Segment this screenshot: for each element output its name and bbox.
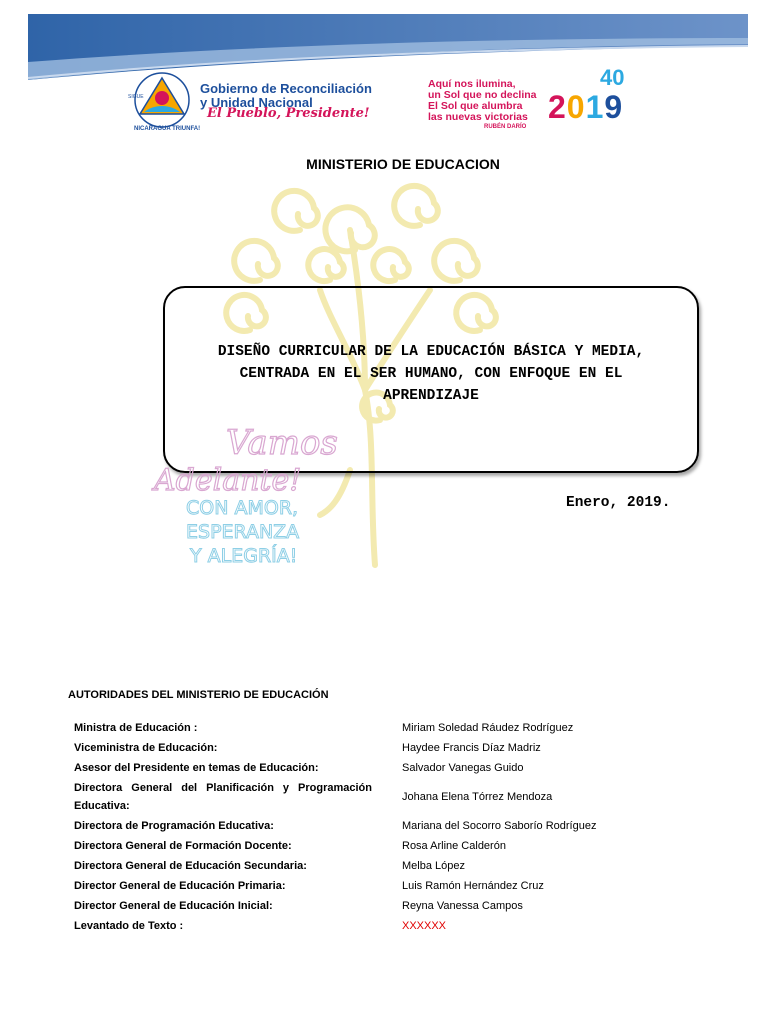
authority-name: Rosa Arline Calderón [402, 840, 506, 852]
authority-role: Directora General de Educación Secundaria: [74, 860, 307, 872]
table-row [70, 836, 640, 856]
government-slogan: El Pueblo, Presidente! [207, 106, 370, 121]
authority-role: Directora General del Planificación y Programación Educativa: [74, 782, 372, 812]
dario-line1: Aquí nos ilumina, [428, 78, 516, 90]
slogan-line2: Adelante! [154, 463, 302, 498]
authority-role: Directora General de Formación Docente: [74, 840, 292, 852]
authority-name: Melba López [402, 860, 465, 872]
authority-role: Levantado de Texto : [74, 920, 184, 932]
authority-name: Salvador Vanegas Guido [402, 762, 524, 774]
header-banner [0, 0, 768, 95]
table-row [70, 758, 640, 778]
dario-line3: El Sol que alumbra [428, 100, 523, 112]
authority-name: Mariana del Socorro Saborío Rodríguez [402, 820, 597, 832]
authority-name: Reyna Vanessa Campos [402, 900, 523, 912]
authority-name: Miriam Soledad Ráudez Rodríguez [402, 722, 574, 734]
authority-role: Asesor del Presidente en temas de Educación: [74, 762, 319, 774]
authority-role: Director General de Educación Primaria: [74, 880, 286, 892]
year-digit: 2 [548, 89, 567, 125]
table-row [70, 816, 640, 836]
authority-name: Haydee Francis Díaz Madriz [402, 742, 541, 754]
authority-name: Luis Ramón Hernández Cruz [402, 880, 544, 892]
anniversary-number: 40 [600, 65, 625, 90]
table-row [70, 778, 640, 816]
authorities-table [70, 718, 640, 936]
document-title-line1: DISEÑO CURRICULAR DE LA EDUCACIÓN BÁSICA Y MEDIA, [217, 344, 645, 360]
authority-role: Ministra de Educación : [74, 722, 198, 734]
dario-line2: un Sol que no declina [428, 89, 537, 101]
year-digit: 1 [585, 89, 605, 125]
document-title-line3: APRENDIZAJE [383, 388, 479, 404]
slogan-line3: CON AMOR, [186, 497, 299, 519]
year-digit: 9 [604, 89, 624, 125]
authority-role: Directora de Programación Educativa: [74, 820, 274, 832]
government-emblem-icon [124, 68, 200, 134]
dario-line4: las nuevas victorias [428, 111, 528, 123]
authority-role: Director General de Educación Inicial: [74, 900, 273, 912]
slogan-line4: ESPERANZA [186, 521, 300, 543]
government-name-line1: Gobierno de Reconciliación [200, 81, 372, 96]
emblem-caption: NICARAGUA TRIUNFA! [134, 126, 200, 132]
campaign-slogan-watermark [150, 420, 360, 570]
authority-name: Johana Elena Tórrez Mendoza [402, 791, 553, 803]
authorities-heading: AUTORIDADES DEL MINISTERIO DE EDUCACIÓN [68, 689, 329, 701]
authority-name-placeholder: XXXXXX [402, 920, 447, 932]
table-row [70, 738, 640, 758]
table-row [70, 896, 640, 916]
ministry-title: MINISTERIO DE EDUCACION [306, 156, 500, 172]
anniversary-logo [600, 65, 624, 91]
slogan-line1: Vamos [226, 423, 338, 463]
slogan-line5: Y ALEGRÍA! [190, 545, 298, 567]
government-name-line2: y Unidad Nacional [200, 95, 313, 110]
year-logo [548, 89, 623, 126]
table-row [70, 876, 640, 896]
document-date: Enero, 2019. [566, 495, 671, 511]
dario-author: RUBÉN DARÍO [484, 124, 527, 130]
table-row [70, 856, 640, 876]
document-title-line2: CENTRADA EN EL SER HUMANO, CON ENFOQUE EN EL [239, 366, 623, 382]
table-row [70, 916, 640, 936]
dario-quote [428, 79, 548, 123]
authority-role: Viceministra de Educación: [74, 742, 218, 754]
document-title [163, 341, 699, 407]
table-row [70, 718, 640, 738]
year-digit: 0 [566, 89, 586, 125]
emblem-top-text: SIGUE [128, 94, 144, 100]
